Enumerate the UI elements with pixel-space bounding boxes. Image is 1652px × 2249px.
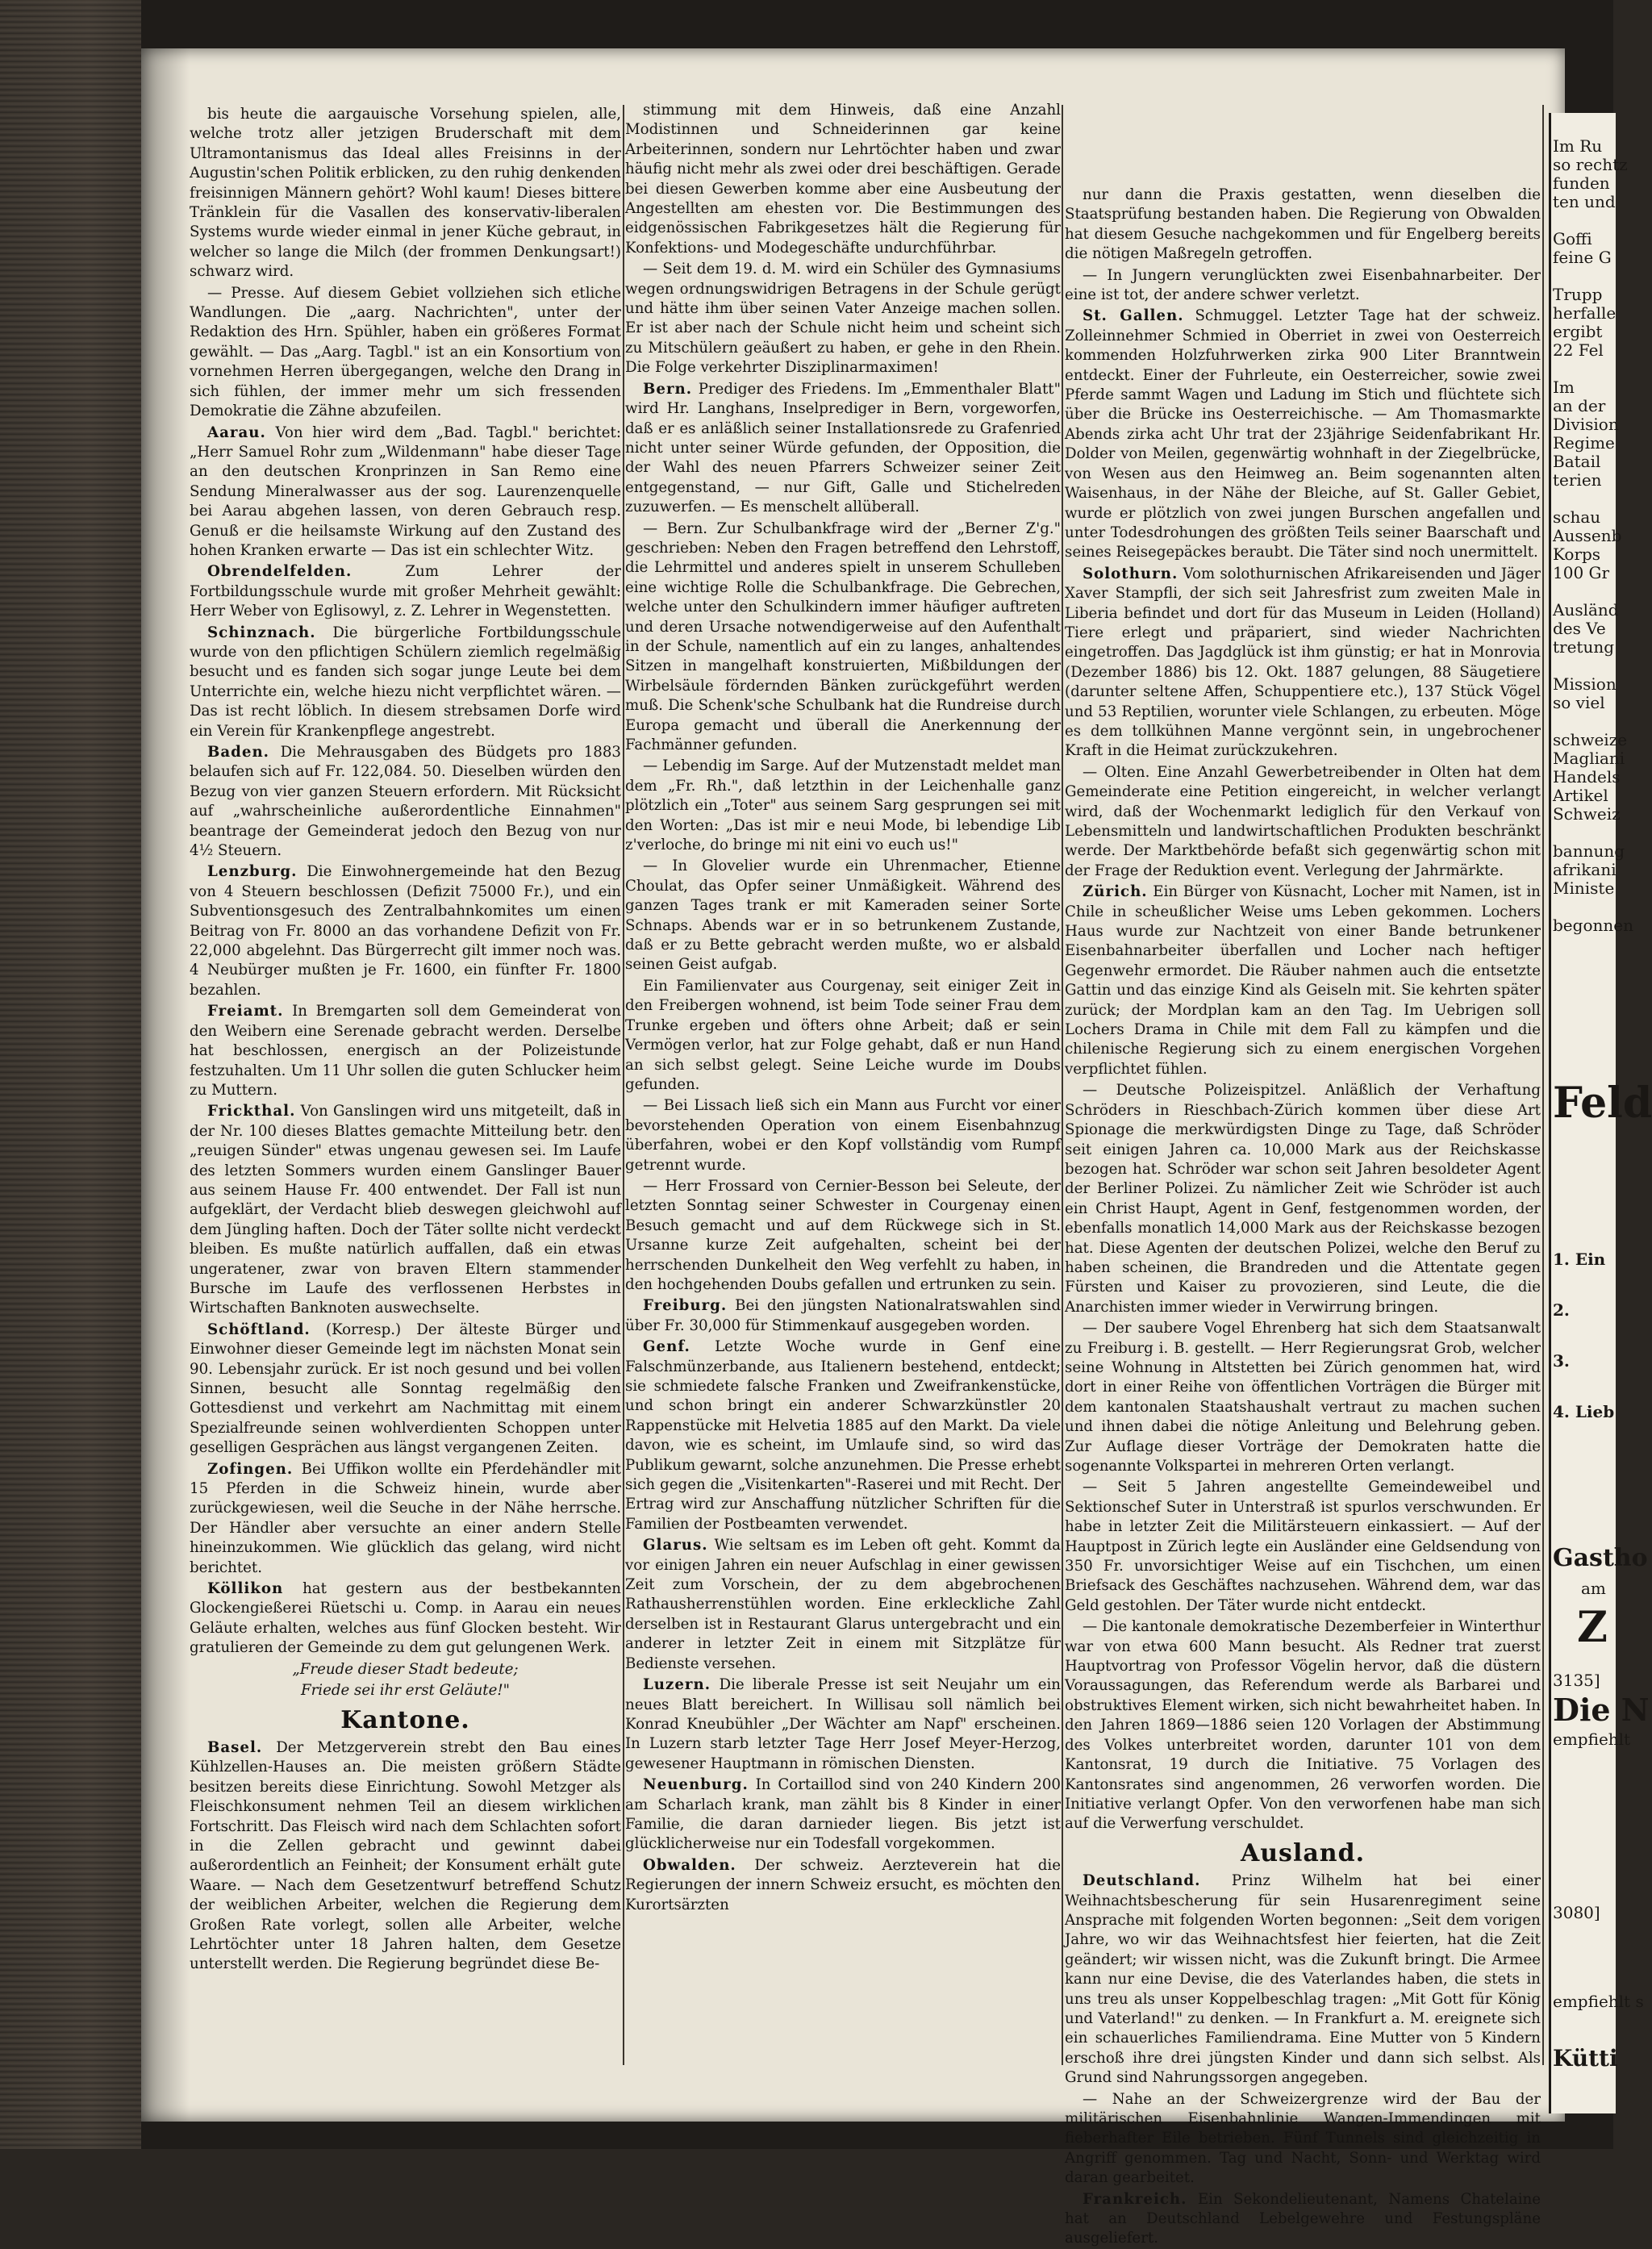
edge-text-line: bannung: [1553, 841, 1625, 861]
article-text: Bei den jüngsten Nationalratswahlen sind über Fr. 30,000 für Stimmenkauf ausgegeben worden.: [625, 1297, 1061, 1334]
edge-text-line: schau: [1553, 507, 1601, 527]
article-text: Von hier wird dem „Bad. Tagbl." berichtet: „Herr Samuel Rohr zum „Wildenmann" habe dieser Tage an den deutschen Kronprinzen in San Remo eine Sendung Mineralwasser aus der sog. Laurenzenquelle bei Aarau abgehen lassen, von deren Gebrauch resp. Genuß er die heilsamste Wirkung auf den Zustand des hohen Kranken erwarte — Das ist ein schlechter Witz.: [190, 424, 621, 559]
article-text: — Der saubere Vogel Ehrenberg hat sich dem Staatsanwalt zu Freiburg i. B. gestellt. — Herr Regierungsrat Grob, welcher seine Wohnung in Altstetten bei Zürich genommen hat, wird dort in einer Reihe von öffentlichen Vorträgen die Bürger mit dem kantonalen Staatshaushalt vertraut zu machen suchen und ihnen dabei die nötige Anleitung und Belehrung geben. Zur Auflage dieser Vorträge der Demokraten hatte die sogenannte Volkspartei in mehreren Orten verlangt.: [1065, 1320, 1541, 1475]
edge-text-line: tretung: [1553, 637, 1615, 657]
article-text: Der schweiz. Aerzteverein hat die Regierungen der innern Schweiz ersucht, es möchten den Kurortsärzten: [625, 1856, 1061, 1913]
ad-number: 3080]: [1553, 1903, 1600, 1922]
place-name: Deutschland.: [1083, 1872, 1201, 1890]
edge-text-line: [1553, 360, 1613, 378]
article: [190, 862, 621, 1000]
article: [1065, 882, 1541, 1079]
article-text: Die bürgerliche Fortbildungsschule wurde von den pflichtigen Schülern ziemlich regelmäßig besucht und es fanden sich sogar junge Leute bei dem Unterrichte ein, welche hiezu nicht verpflichtet wären. — Das ist recht löblich. In diesem strebsamen Dorfe wird ein Verein für Krankenpflege angestrebt.: [190, 624, 621, 740]
edge-text-line: terien: [1553, 470, 1602, 490]
place-name: Obwalden.: [643, 1856, 736, 1874]
place-name: Glarus.: [643, 1537, 708, 1554]
ad-list-item: 2.: [1553, 1300, 1570, 1320]
article-text: In Cortaillod sind von 240 Kindern 200 am Scharlach krank, man zählt bis 8 Kinder in einer Familie, die daran darnieder liegen. Bis jetzt ist glücklicherweise nur ein Todesfall vorgekommen.: [625, 1776, 1061, 1853]
article: [190, 1579, 621, 1659]
article-text: — Lebendig im Sarge. Auf der Mutzenstadt meldet man dem „Fr. Rh.", daß letzthin in der Leichenhalle ganz plötzlich ein „Toter" aus seinem Sarg gesprungen sei mit den Worten: „Das ist mir e neui Mode, bi lebendige Lib z'verloche, do bringe mi nit eini vo euch us!": [625, 757, 1061, 854]
place-name: Basel.: [207, 1738, 263, 1756]
article-text: Zum Lehrer der Fortbildungsschule wurde mit großer Mehrheit gewählt: Herr Weber von Eglisowyl, z. Z. Lehrer in Wegenstetten.: [190, 563, 621, 620]
next-page-text-fragments: [1553, 136, 1633, 935]
article-text: Die Mehrausgaben des Büdgets pro 1883 belaufen sich auf Fr. 122,084. 50. Dieselben würden den Bezug von vier ganzen Steuern erfordern. Mit Rücksicht auf „wahrscheinliche außerordentliche Einnahmen" beantrage der Gemeinderat jedoch den Bezug von nur 4½ Steuern.: [190, 744, 621, 860]
column-3: [1065, 186, 1541, 2247]
ad-heading-feld: Feld: [1553, 1079, 1652, 1128]
edge-text-line: Goffi: [1553, 229, 1592, 248]
edge-text-line: Regime: [1553, 433, 1615, 453]
article: [190, 1102, 621, 1318]
column-rule: [1542, 105, 1544, 2065]
place-name: St. Gallen.: [1083, 307, 1184, 325]
ad-heading-die: Die N: [1553, 1692, 1650, 1728]
article-text: Vom solothurnischen Afrikareisenden und Jäger Xaver Stampfli, der sich seit Jahresfrist zum zweiten Male in Liberia befindet und dort für das Museum in Leiden (Holland) Tiere erlegt und präpariert, sind wieder Nachrichten eingetroffen. Das Jagdglück ist ihm günstig; er hat in Monrovia (Dezember 1886) bis 12. Okt. 1887 gelungen, 88 Säugetiere (darunter seltene Affen, Schuppentiere etc.), 137 Stück Vögel und 53 Reptilien, worunter viele Schlangen, zu erbeuten. Möge es dem tollkühnen Manne vergönnt sein, in ungebrochener Kraft in die Heimat zurückzukehren.: [1065, 565, 1541, 760]
place-name: Zofingen.: [207, 1460, 294, 1478]
place-name: Lenzburg.: [207, 863, 298, 881]
ad-text: empfiehlt: [1553, 1730, 1631, 1749]
ad-numbered-list: [1553, 1250, 1613, 1454]
article: [625, 1775, 1061, 1855]
edge-text-line: Trupp: [1553, 285, 1603, 304]
article-text: — Herr Frossard von Cernier-Besson bei Seleute, der letzten Sonntag seiner Schwester in Courgenay einen Besuch gemacht und auf dem Rückwege sich in St. Ursanne kurze Zeit aufgehalten, scheint bei der herrschenden Dunkelheit den Weg verfehlt zu haben, in den hochgehenden Doubs gefallen und ertrunken zu sein.: [625, 1177, 1061, 1293]
poem-line: Friede sei ihr erst Geläute!": [300, 1682, 511, 1700]
article-text: — Bern. Zur Schulbankfrage wird der „Berner Z'g." geschrieben: Neben den Fragen betreffend den Lehrstoff, die Lehrmittel und anderes spielt in unserem Schulleben eine wichtige Rolle die Schulbankfrage. Die Gebrechen, welche unter den Schulkindern immer häufiger auftreten und deren Ursache notwendigerweise auf den Aufenthalt in der Schule, namentlich auf ein zu langes, anhaltendes Sitzen in mangelhaft konstruierten, Mißbildungen der Wirbelsäule fördernden Bänken zurückgeführt werden muß. Die Schenk'sche Schulbank hat die Rundreise durch Europa gemacht und überall die Anerkennung der Fachmänner gefunden.: [625, 519, 1061, 753]
edge-text-line: 22 Fel: [1553, 340, 1604, 360]
article-text: Bei Uffikon wollte ein Pferdehändler mit 15 Pferden in die Schweiz hinein, wurde aber zurückgewiesen, weil die Seuche in der Nähe herrsche. Der Händler aber versuchte an einer andern Stelle hineinzukommen. Wie glücklich das gelang, wird nicht berichtet.: [190, 1460, 621, 1576]
section-heading-ausland: Ausland.: [1240, 1838, 1366, 1867]
article: [625, 1536, 1061, 1674]
article: [190, 743, 621, 861]
edge-text-line: [1553, 211, 1613, 230]
edge-text-line: Im: [1553, 378, 1575, 397]
article-text: Wie seltsam es im Leben oft geht. Kommt da vor einigen Jahren ein neuer Aufschlag in einer gewissen Zeit zum Vorschein, der zu dem abgebrochenen Rathausherrenstühlen worden. Eine erkleckliche Zahl derselben ist in Restaurant Glarus untergebracht und ein anderer in letzter Zeit in einem mit Sitzplätze für Bedienste versehen.: [625, 1537, 1061, 1672]
article-text: Prinz Wilhelm hat bei einer Weihnachtsbescherung für sein Husarenregiment seine Ansprache mit folgenden Worten begonnen: „Seit dem vorigen Jahre, wo wir das Weihnachtsfest hier feierten, hat die Zeit geändert; wir wissen nicht, was die Zukunft bringt. Die Armee kann nur eine Devise, die des Vaterlandes haben, die stets in uns treu als unser Koppelbeschlag tragen: „Mit Gott für König und Vaterland!" zu denken. — In Frankfurt a. M. ereignete sich ein schauerliches Familiendrama. Eine Mutter von 5 Kindern erschoß ihre drei jüngsten Kinder und dann sich selbst. Als Grund sind Nahrungssorgen angegeben.: [1065, 1872, 1541, 2087]
article-text: Die liberale Presse ist seit Neujahr um ein neues Blatt bereichert. In Willisau soll nämlich bei Konrad Kneubühler „Der Wächter am Napf" erscheinen. In Luzern starb letzter Tage Herr Josef Meyer-Herzog, gewesener Hauptmann in römischen Diensten.: [625, 1676, 1061, 1772]
article-text: — Presse. Auf diesem Gebiet vollziehen sich etliche Wandlungen. Die „aarg. Nachrichten", unter der Redaktion des Hrn. Spühler, haben ein größeres Format gewählt. — Das „Aarg. Tagbl." ist an ein Konsortium von vornehmen Herren übergegangen, welche den Drang in sich fühlen, der immer mehr um sich fressenden Demokratie die Zähne abzufeilen.: [190, 284, 621, 420]
place-name: Freiamt.: [207, 1003, 284, 1020]
edge-text-line: herfalle: [1553, 303, 1617, 323]
edge-text-line: so viel: [1553, 693, 1605, 712]
edge-text-line: des Ve: [1553, 619, 1606, 638]
ad-heading-gasthof: Gastho: [1553, 1544, 1648, 1572]
article-text: Prediger des Friedens. Im „Emmenthaler Blatt" wird Hr. Langhans, Inselprediger in Bern, vorgeworfen, daß er es anläßlich seiner Installationsrede zu Grafenried nicht unter seiner Würde gefunden, der Opposition, die der Wahl des neuen Pfarrers Schweizer seiner Zeit entgegenstand, — nur Gift, Galle und Stichelreden zuzuwerfen. — Es menschelt allüberall.: [625, 380, 1061, 516]
place-name: Zürich.: [1083, 883, 1148, 901]
article: [625, 1296, 1061, 1336]
column-rule: [1062, 105, 1063, 2065]
edge-text-line: Korps: [1553, 545, 1601, 564]
edge-text-line: [1553, 824, 1613, 842]
edge-text-line: Aussenb: [1553, 526, 1622, 545]
article: [190, 562, 621, 621]
place-name: Köllikon: [207, 1580, 284, 1598]
place-name: Bern.: [643, 380, 693, 398]
article: [190, 624, 621, 741]
edge-text-line: [1553, 490, 1613, 508]
edge-text-line: [1553, 582, 1613, 601]
place-name: Frickthal.: [207, 1103, 296, 1120]
ad-number: 3135]: [1553, 1671, 1600, 1690]
place-name: Baden.: [207, 744, 270, 761]
edge-text-line: Mission: [1553, 674, 1617, 694]
column-rule: [623, 105, 624, 2065]
article-text: nur dann die Praxis gestatten, wenn dieselben die Staatsprüfung bestanden haben. Die Regierung von Obwalden hat diesem Gesuche nachgekommen und für Engelberg bereits die nötigen Maßregeln getroffen.: [1065, 186, 1541, 263]
edge-text-line: [1553, 267, 1613, 286]
article-text: — In Glovelier wurde ein Uhrenmacher, Etienne Choulat, das Opfer seiner Unmäßigkeit. Während des ganzen Tages trank er mit Kameraden seiner Sorte Schnaps. Abends war er in so betrunkenem Zustande, daß er zu Bette gebracht werden mußte, wo er alsbald seinen Geist aufgab.: [625, 857, 1061, 974]
article-text: — Olten. Eine Anzahl Gewerbetreibender in Olten hat dem Gemeinderate eine Petition eingereicht, in welcher verlangt wird, daß der Wochenmarkt lediglich für den Verkauf von Lebensmitteln und landwirtschaftlichen Produkten beschränkt werde. Der Marktbehörde befaßt sich gegenwärtig schon mit der Frage der Reduktion event. Verlegung der Jahrmärkte.: [1065, 763, 1541, 879]
ad-list-item: 3.: [1553, 1351, 1570, 1371]
edge-text-line: Ausländ: [1553, 600, 1619, 620]
edge-text-line: Artikel: [1553, 786, 1608, 805]
article: [625, 1675, 1061, 1774]
article-text: Die Einwohnergemeinde hat den Bezug von 4 Steuern beschlossen (Defizit 75000 Fr.), und ein Subventionsgesuch des Zentralbahnkomites um einen Beitrag von Fr. 8000 an das vorhandene Defizit von Fr. 22,000 abgelehnt. Das Bürgerrecht gilt immer noch was. 4 Neubürger mußten je Fr. 1600, ein fünfter Fr. 1800 bezahlen.: [190, 863, 621, 999]
edge-text-line: Division: [1553, 415, 1619, 434]
article: [1065, 1871, 1541, 2088]
article: [1065, 565, 1541, 761]
book-binding: [0, 0, 141, 2149]
edge-text-line: [1553, 712, 1613, 731]
article-text: — Bei Lissach ließ sich ein Mann aus Furcht vor einer bevorstehenden Operation von einem Eisenbahnzug überfahren, wobei er den Kopf vollständig vom Rumpf getrennt wurde.: [625, 1097, 1061, 1174]
article-text: Schmuggel. Letzter Tage hat der schweiz. Zolleinnehmer Schmied in Oberriet in zwei von Oesterreich kommenden Holzfuhrwerken zirka 900 Liter Branntwein entdeckt. Einer der Fuhrleute, ein Oesterreicher, sowie zwei Pferde sammt Wagen und Ladung im Stich und flüchtete sich über die Brücke ins Oesterreichische. — Am Thomasmarkte Abends zirka acht Uhr trat der 23jährige Seidenfabrikant Hr. Dolder von Meilen, gegenwärtig wohnhaft in der Ziegelbrücke, von Wesen aus den Heimweg an. Beim sogenannten alten Waisenhaus, in der Nähe der Bleiche, auf St. Galler Gebiet, wurde er plötzlich von zwei jungen Burschen angefallen und unter Todesdrohungen des größten Teils seiner Baarschaft und seines Reisegepäckes beraubt. Die Täter sind noch unermittelt.: [1065, 307, 1541, 561]
article-text: — Nahe an der Schweizergrenze wird der Bau der militärischen Eisenbahnlinie Wangen-Immendingen mit fieberhafter Eile betrieben. Fünf Tunnels sind gleichzeitig in Angriff genommen. Tag und Nacht, Sonn- und Werktag wird daran gearbeitet.: [1065, 2090, 1541, 2187]
place-name: Schöftland.: [207, 1321, 311, 1338]
place-name: Aarau.: [207, 424, 266, 441]
place-name: Solothurn.: [1083, 565, 1179, 582]
article: [190, 1460, 621, 1578]
article: [625, 1337, 1061, 1534]
ad-list-item: 1. Ein: [1553, 1250, 1606, 1269]
article-text: (Korresp.) Der älteste Bürger und Einwohner dieser Gemeinde legt im nächsten Monat sein 90. Lebensjahr zurück. Er ist noch gesund und bei vollen Sinnen, besucht alle Sonntag regelmäßig den Gottesdienst und verkehrt am Nachmittag mit einem Spezialfreunde seinen wohlverdienten Schoppen unter geselligen Gesprächen aus längst vergangenen Zeiten.: [190, 1321, 621, 1457]
edge-text-line: 100 Gr: [1553, 563, 1610, 582]
edge-text-line: Schweiz: [1553, 804, 1621, 824]
place-name: Genf.: [643, 1338, 690, 1356]
edge-text-line: [1553, 657, 1613, 675]
article-text: Ein Bürger von Küsnacht, Locher mit Namen, ist in Chile in scheußlicher Weise ums Leben gekommen. Lochers Haus wurde zur Nachtzeit von einer Bande betrunkener Eisenbahnarbeiter überfallen und Locher nach heftiger Gegenwehr ermordet. Die Räuber nahmen auch die entsetzte Gattin und das einzige Kind als Geiseln mit. Sie kehrten später zurück; der Mordplan kam an den Tag. Im Uebrigen soll Lochers Drama in Chile mit dem Fall zu kämpfen und die chilenische Regierung sich zu einem energischen Vorgehen verpflichtet fühlen.: [1065, 883, 1541, 1078]
article: [1065, 2190, 1541, 2249]
article-text: — In Jungern verunglückten zwei Eisenbahnarbeiter. Der eine ist tot, der andere schwer verletzt.: [1065, 266, 1541, 304]
place-name: Frankreich.: [1083, 2190, 1187, 2208]
edge-text-line: schweize: [1553, 730, 1628, 749]
column-2: [625, 101, 1061, 1917]
edge-text-line: ten und: [1553, 192, 1616, 211]
edge-text-line: Magliani: [1553, 749, 1625, 768]
edge-text-line: funden: [1553, 173, 1610, 193]
edge-text-line: Im Ru: [1553, 136, 1603, 156]
edge-text-line: afrikani: [1553, 860, 1617, 879]
article-text: — Seit 5 Jahren angestellte Gemeindeweibel und Sektionschef Suter in Unterstraß ist spurlos verschwunden. Er habe in letzter Zeit die Militärsteuern einkassiert. — Auf der Hauptpost in Zürich legte ein Ausländer eine Geldsendung von 350 Fr. unvorsichtiger Weise auf ein Tischchen, um einen Briefsack des Geschäftes nachzusehen. Während dem, war das Geld gestohlen. Der Täter wurde nicht entdeckt.: [1065, 1479, 1541, 1614]
section-heading-kantone: Kantone.: [340, 1705, 470, 1734]
article-text: Der Metzgerverein strebt den Bau eines Kühlzellen-Hauses an. Die meisten größern Städte besitzen bereits diese Einrichtung. Sowohl Metzger als Fleischkonsument nehmen Teil an diesem wirklichen Fortschritt. Das Fleisch wird nach dem Schlachten sofort in die Zellen gebracht und gewinnt dabei außerordentlich an Feinheit; der Konsument erhält gute Waare. — Nach dem Gesetzentwurf betreffend Schutz der weiblichen Arbeiter, welchen die Regierung dem Großen Rate vorlegt, sollen alle Arbeiter, welche Lehrtöchter unter 18 Jahren halten, dem Gesetze unterstellt werden. Die Regierung begründet diese Be-: [190, 1738, 621, 1973]
edge-text-line: an der: [1553, 396, 1606, 415]
article: [190, 424, 621, 561]
article-text: In Bremgarten soll dem Gemeinderat von den Weibern eine Serenade gebracht werden. Derselbe hat beschlossen, energisch an der Polizeistunde festzuhalten. Um 11 Uhr sollen die guten Schlucker heim zu Muttern.: [190, 1003, 621, 1099]
ad-list-item: 4. Lieb: [1553, 1402, 1615, 1421]
article: [625, 1856, 1061, 1915]
edge-text-line: Batail: [1553, 452, 1601, 471]
article: [190, 1738, 621, 1975]
edge-text-line: feine G: [1553, 248, 1612, 267]
place-name: Schinznach.: [207, 624, 316, 641]
article-text: — Seit dem 19. d. M. wird ein Schüler des Gymnasiums wegen ordnungswidrigen Betragens in der Schule gerügt und hätte ihm über seinen Vater Anzeige machen sollen. Er ist aber nach der Schule nicht heim und scheint sich zu Mitschülern geäußert zu haben, er gehe in den Rhein. Die Folge verkehrter Disziplinarmaximen!: [625, 261, 1061, 377]
article: [625, 380, 1061, 518]
article: [1065, 307, 1541, 562]
edge-text-line: Handels: [1553, 767, 1621, 787]
article-text: stimmung mit dem Hinweis, daß eine Anzahl Modistinnen und Schneiderinnen gar keine Arbeiterinnen, sondern nur Lehrtöchter haben und zwar häufig nicht mehr als zwei oder drei beschäftigen. Gerade bei diesen Gewerben komme aber eine Ausbeutung der Angestellten am ehesten vor. Die Bestimmungen des eidgenössischen Fabrikgesetzes hält die Regierung für Konfektions- und Modegeschäfte undurchführbar.: [625, 102, 1061, 257]
article-text: Ein Familienvater aus Courgenay, seit einiger Zeit in den Freibergen wohnend, ist beim Tode seiner Frau dem Trunke ergeben und öfters ohne Arbeit; daß er sein Vermögen verlor, hat zur Folge gehabt, daß er nun Hand an sich selbst gelegt. Seine Leiche wurde im Doubs gefunden.: [625, 977, 1061, 1093]
column-1: [190, 105, 621, 1976]
article-text: Letzte Woche wurde in Genf eine Falschmünzerbande, aus Italienern bestehend, entdeckt; sie schmiedete falsche Franken und Zweifrankenstücke, und schon bringt ein anderer Schwarzkünstler 20 Rappenstücke mit Helvetia 1885 auf den Markt. Da viele davon, wie es scheint, im Umlaufe sind, so wird das Publikum gewarnt, solche anzunehmen. Die Presse erhebt sich gegen die „Visitenkarten"-Raserei und mit Recht. Der Ertrag wird zur Anschaffung nützlicher Schriften für die Familien der Postbeamten verwendet.: [625, 1338, 1061, 1533]
article-text: bis heute die aargauische Vorsehung spielen, alle, welche trotz aller jetzigen Bruderschaft mit dem Ultramontanismus das Ideal alles Freisinns in der Augustin'schen Politik erblicken, zu den ruhig denkenden freisinnigen Männern gehört? Wohl kaum! Dieses bittere Tränklein für die Vasallen des konservativ-liberalen Systems wurde wieder einmal in jener Küche gebraut, in welcher so lange die Milch (der frommen Denkungsart!) schwarz wird.: [190, 106, 621, 281]
edge-text-line: so rechtz: [1553, 155, 1628, 174]
ad-big-letter: Z: [1577, 1603, 1608, 1652]
article: [190, 1321, 621, 1458]
ad-heading-kutt: Kütti: [1553, 2045, 1618, 2072]
place-name: Freiburg.: [643, 1297, 728, 1315]
place-name: Neuenburg.: [643, 1776, 749, 1794]
edge-text-line: begonnen: [1553, 916, 1633, 935]
edge-text-line: ergibt: [1553, 322, 1603, 341]
article-text: — Deutsche Polizeispitzel. Anläßlich der Verhaftung Schröders in Rieschbach-Zürich kommen über diese Art Spionage die merkwürdigsten Dinge zu Tage, daß Schröder seit einigen Jahren ca. 10,000 Mark aus der Reichskasse bezogen hat. Schröder war schon seit Jahren besoldeter Agent der Berliner Polizei. Zu nämlicher Zeit wie Schröder ist auch ein Christ Haupt, Agent in Genf, festgenommen worden, der ebenfalls monatlich 14,000 Mark aus der Reichskasse bezogen hat. Diese Agenten der deutschen Polizei, welche den Beruf zu haben scheinen, die Brandreden und die Attentate gegen Fürsten und Kaiser zu provozieren, sind Leute, die die Anarchisten immer wieder in Verwirrung bringen.: [1065, 1082, 1541, 1316]
edge-text-line: [1553, 898, 1613, 916]
edge-text-line: Ministe: [1553, 878, 1615, 898]
place-name: Luzern.: [643, 1676, 711, 1694]
ad-text: empfiehlt s: [1553, 1992, 1644, 2011]
article-text: hat gestern aus der bestbekannten Glockengießerei Rüetschi u. Comp. in Aarau ein neues Geläute erhalten, welches aus fünf Glocken besteht. Wir gratulieren der Gemeinde zu dem gut gelungenen Werk.: [190, 1580, 621, 1657]
poem-line: „Freude dieser Stadt bedeute;: [292, 1660, 519, 1678]
article: [190, 1002, 621, 1100]
article-text: Ein Sekondelieutenant, Namens Chatelaine hat an Deutschland Lebelgewehre und Festungspläne ausgeliefert.: [1065, 2190, 1541, 2247]
place-name: Obrendelfelden.: [207, 563, 353, 581]
page-gutter-shadow: [141, 48, 190, 2122]
ad-text: am: [1581, 1579, 1606, 1598]
article-text: Von Ganslingen wird uns mitgeteilt, daß in der Nr. 100 dieses Blattes gemachte Mitteilung betr. den „reuigen Sünder" etwas ungenau gewesen sei. Im Laufe des letzten Sommers wurden einem Ganslinger Bauer aus seinem Hause Fr. 400 entwendet. Der Fall ist nun aufgeklärt, der Verdacht blieb deswegen gleichwohl auf dem Jüngling haften. Doch der Täter sollte nicht verdeckt bleiben. Es mußte natürlich auffallen, daß ein etwas ungeratener, zwar von braven Eltern stammender Bursche im Laufe des verflossenen Herbstes in Wirtschaften Banknoten auswechselte.: [190, 1103, 621, 1317]
article-text: — Die kantonale demokratische Dezemberfeier in Winterthur war von etwa 600 Mann besucht. Als Redner trat zuerst Hauptvortrag von Professor Vögelin hervor, daß die düstern Voraussagungen, das Referendum werde als Barbarei und obstruktives Element wirken, sich nicht bewahrheitet haben. In den Jahren 1869—1886 seien 120 Vorlagen der Abstimmung des Volkes unterbreitet worden, darunter 101 von dem Kantonsrat, 19 durch die Initiative. 75 Vorlagen des Kantonsrates sind angenommen, 26 verworfen worden. Die Initiative verlangt Opfer. Von den verworfenen habe man sich auf die Verwerfung verschuldet.: [1065, 1618, 1541, 1833]
